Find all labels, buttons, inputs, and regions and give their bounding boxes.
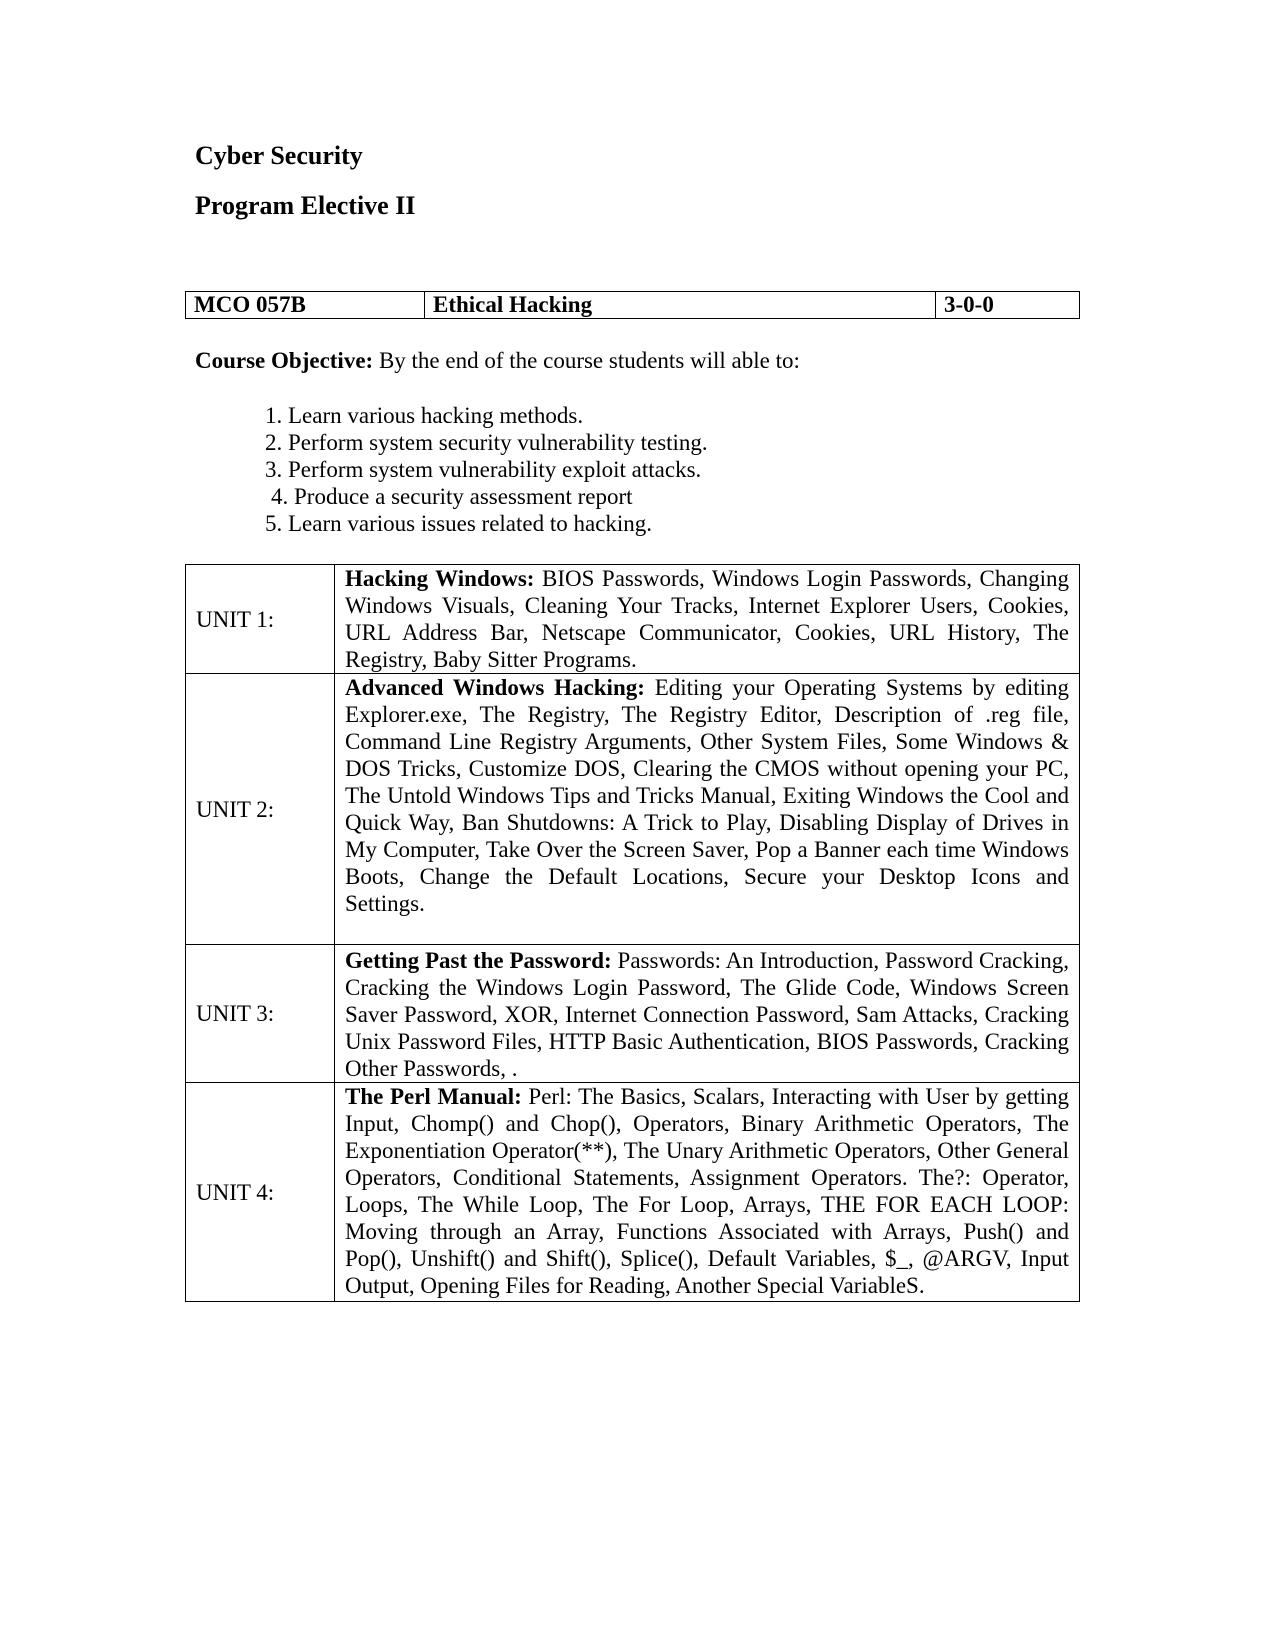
unit-label: UNIT 4:	[186, 1083, 335, 1302]
unit-heading: The Perl Manual:	[345, 1084, 522, 1109]
unit-content	[335, 674, 1080, 945]
unit-topics: Passwords: An Introduction, Password Cracking, Cracking the Windows Login Password, The Glide Code, Windows Screen Saver Password, XOR, Internet Connection Password, Sam Attacks, Cracking Unix Password Files, HTTP Basic Authentication, BIOS Passwords, Cracking Other Passwords, .	[345, 948, 1069, 1081]
course-objective-label: Course Objective:	[195, 348, 374, 373]
course-credits: 3-0-0	[936, 292, 1080, 319]
objective-list	[265, 402, 708, 537]
unit-heading: Hacking Windows:	[345, 566, 535, 591]
subject-title: Cyber Security	[195, 141, 363, 170]
unit-row	[186, 565, 1080, 674]
unit-topics: Editing your Operating Systems by editing Explorer.exe, The Registry, The Registry Editor, Description of .reg file, Command Line Registry Arguments, Other System Files, Some Windows & DOS Tricks, Customize DOS, Clearing the CMOS without opening your PC, The Untold Windows Tips and Tricks Manual, Exiting Windows the Cool and Quick Way, Ban Shutdowns: A Trick to Play, Disabling Display of Drives in My Computer, Take Over the Screen Saver, Pop a Banner each time Windows Boots, Change the Default Locations, Secure your Desktop Icons and Settings.	[345, 675, 1069, 916]
unit-row	[186, 1083, 1080, 1302]
objective-item: 5. Learn various issues related to hacking.	[265, 511, 653, 536]
unit-content	[335, 1083, 1080, 1302]
unit-label: UNIT 2:	[186, 674, 335, 945]
course-title: Ethical Hacking	[425, 292, 936, 319]
unit-heading: Advanced Windows Hacking:	[345, 675, 645, 700]
course-header-table	[185, 291, 1080, 319]
unit-topics: Perl: The Basics, Scalars, Interacting with User by getting Input, Chomp() and Chop(), Operators, Binary Arithmetic Operators, The Exponentiation Operator(**), The Unary Arithmetic Operators, Other General Operators, Conditional Statements, Assignment Operators. The?: Operator, Loops, The While Loop, The For Loop, Arrays, THE FOR EACH LOOP: Moving through an Array, Functions Associated with Arrays, Push() and Pop(), Unshift() and Shift(), Splice(), Default Variables, $_, @ARGV, Input Output, Opening Files for Reading, Another Special VariableS.	[345, 1084, 1069, 1298]
unit-content	[335, 945, 1080, 1083]
objective-item: 4. Produce a security assessment report	[271, 484, 633, 509]
course-objective	[195, 347, 800, 375]
objective-item: 2. Perform system security vulnerability testing.	[265, 430, 708, 455]
unit-label: UNIT 1:	[186, 565, 335, 674]
course-header-row	[186, 292, 1080, 319]
elective-title: Program Elective II	[195, 191, 416, 220]
course-objective-text: By the end of the course students will able to:	[373, 348, 800, 373]
unit-row	[186, 945, 1080, 1083]
units-table	[185, 564, 1080, 1302]
unit-heading: Getting Past the Password:	[345, 948, 612, 973]
objective-item: 1. Learn various hacking methods.	[265, 403, 584, 428]
course-code: MCO 057B	[186, 292, 425, 319]
unit-row	[186, 674, 1080, 945]
unit-label: UNIT 3:	[186, 945, 335, 1083]
unit-content	[335, 565, 1080, 674]
unit-topics: BIOS Passwords, Windows Login Passwords, Changing Windows Visuals, Cleaning Your Tracks, Internet Explorer Users, Cookies, URL Address Bar, Netscape Communicator, Cookies, URL History, The Registry, Baby Sitter Programs.	[345, 566, 1069, 672]
objective-item: 3. Perform system vulnerability exploit attacks.	[265, 457, 702, 482]
